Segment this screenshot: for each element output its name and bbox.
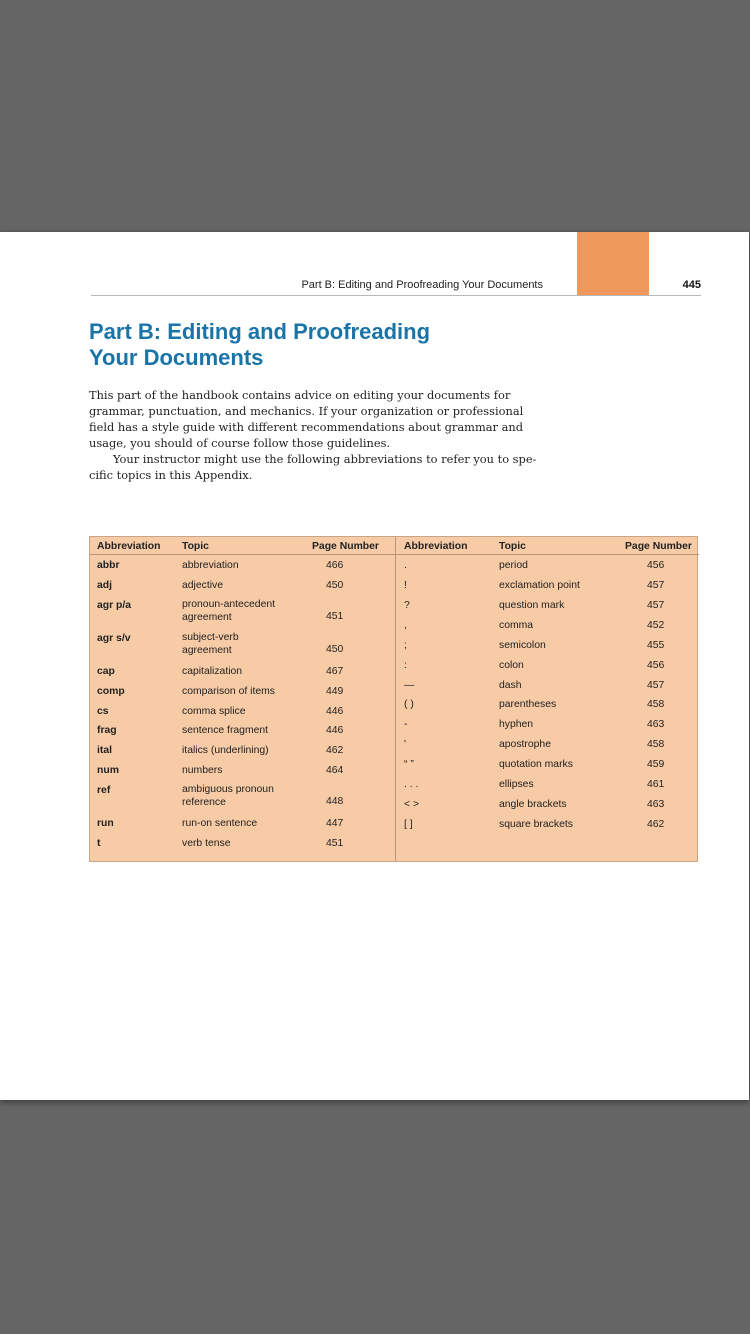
page-number-cell: 456 <box>647 560 665 571</box>
topic-cell: run-on sentence <box>182 818 258 829</box>
page-number-cell: 451 <box>326 611 344 622</box>
abbreviation-cell: cs <box>97 706 109 717</box>
header-rule <box>91 295 701 296</box>
abbreviation-cell: comp <box>97 686 125 697</box>
abbreviation-cell: adj <box>97 580 113 591</box>
header-abbreviation: Abbreviation <box>404 541 468 552</box>
abbreviation-cell: [ ] <box>404 819 413 830</box>
table-row <box>90 575 395 595</box>
page-number-cell: 446 <box>326 706 344 717</box>
table-row <box>90 720 395 740</box>
table-row <box>90 780 395 813</box>
abbreviation-cell: agr p/a <box>97 600 132 611</box>
page-number-cell: 446 <box>326 725 344 736</box>
table-right-half <box>396 537 699 834</box>
page-number-cell: 462 <box>647 819 665 830</box>
abbreviation-cell: ; <box>404 640 407 651</box>
table-left-half <box>90 537 395 853</box>
page-number-cell: 452 <box>647 620 665 631</box>
page-number-cell: 463 <box>647 799 665 810</box>
table-row <box>396 655 699 675</box>
table-row <box>396 754 699 774</box>
page-number-cell: 457 <box>647 600 665 611</box>
table-header <box>90 537 395 555</box>
topic-cell: abbreviation <box>182 560 239 571</box>
topic-cell: comma splice <box>182 706 246 717</box>
page-number-cell: 457 <box>647 580 665 591</box>
abbreviation-cell: , <box>404 620 407 631</box>
topic-cell: hyphen <box>499 719 534 730</box>
abbreviation-cell: t <box>97 838 101 849</box>
table-row <box>90 628 395 661</box>
abbreviation-cell: — <box>404 680 415 691</box>
page-number-cell: 451 <box>326 838 344 849</box>
table-row <box>396 675 699 694</box>
topic-cell: pronoun-antecedent agreement <box>182 599 276 623</box>
page-number-cell: 461 <box>647 779 665 790</box>
abbreviation-cell: . <box>404 560 407 571</box>
header-topic: Topic <box>499 541 526 552</box>
abbreviation-cell: num <box>97 765 119 776</box>
abbreviation-cell: ' <box>404 739 406 750</box>
intro-text <box>89 387 549 483</box>
topic-cell: square brackets <box>499 819 573 830</box>
topic-cell: period <box>499 560 528 571</box>
table-row <box>90 555 395 575</box>
abbreviation-cell: abbr <box>97 560 120 571</box>
page-number-cell: 456 <box>647 660 665 671</box>
header-abbreviation: Abbreviation <box>97 541 161 552</box>
topic-cell: subject-verb agreement <box>182 632 239 656</box>
table-row <box>90 760 395 780</box>
page-number-cell: 450 <box>326 644 344 655</box>
book-page <box>0 232 749 1100</box>
table-row <box>396 774 699 794</box>
page-number-cell: 459 <box>647 759 665 770</box>
abbreviation-cell: ( ) <box>404 699 414 710</box>
page-number-cell: 466 <box>326 560 344 571</box>
header-page-number: Page Number <box>312 541 379 552</box>
abbreviation-cell: : <box>404 660 407 671</box>
abbreviation-cell: agr s/v <box>97 633 131 644</box>
page-title-line-2: Your Documents <box>89 345 264 370</box>
abbreviation-cell: frag <box>97 725 117 736</box>
intro-paragraph-2: Your instructor might use the following abbreviations to refer you to spe- cific topics in this Appendix. <box>89 452 537 482</box>
page-title <box>89 319 430 371</box>
intro-paragraph-1: This part of the handbook contains advice on editing your documents for grammar, punctuation, and mechanics. If your organization or professional field has a style guide with different recommendations about grammar and usage, you should of course follow those guidelines. <box>89 388 524 450</box>
abbreviation-cell: ref <box>97 785 111 796</box>
topic-cell: numbers <box>182 765 223 776</box>
abbreviation-cell: ! <box>404 580 407 591</box>
topic-cell: question mark <box>499 600 565 611</box>
topic-cell: semicolon <box>499 640 546 651</box>
page-number-cell: 450 <box>326 580 344 591</box>
abbreviations-table <box>89 536 698 862</box>
table-row <box>396 615 699 635</box>
table-row <box>90 813 395 833</box>
table-row <box>396 694 699 714</box>
chapter-tab <box>577 232 649 295</box>
topic-cell: comma <box>499 620 534 631</box>
table-row <box>396 575 699 595</box>
topic-cell: italics (underlining) <box>182 745 269 756</box>
header-topic: Topic <box>182 541 209 552</box>
table-row <box>90 701 395 720</box>
table-row <box>90 833 395 853</box>
page-number-cell: 463 <box>647 719 665 730</box>
topic-cell: ambiguous pronoun reference <box>182 784 274 808</box>
abbreviation-cell: “ ” <box>404 759 414 770</box>
page-number-cell: 458 <box>647 739 665 750</box>
abbreviation-cell: < > <box>404 799 420 810</box>
topic-cell: apostrophe <box>499 739 551 750</box>
topic-cell: verb tense <box>182 838 231 849</box>
topic-cell: capitalization <box>182 666 243 677</box>
table-row <box>396 714 699 734</box>
page-title-line-1: Part B: Editing and Proofreading <box>89 319 431 344</box>
page-number-cell: 447 <box>326 818 344 829</box>
table-right-rows <box>396 555 699 834</box>
page-number-cell: 449 <box>326 686 344 697</box>
page-number-cell: 464 <box>326 765 344 776</box>
abbreviation-cell: ital <box>97 745 113 756</box>
table-left-rows <box>90 555 395 853</box>
table-row <box>90 740 395 760</box>
table-row <box>90 595 395 628</box>
table-header <box>396 537 699 555</box>
header-page-number: Page Number <box>625 541 692 552</box>
topic-cell: sentence fragment <box>182 725 269 736</box>
abbreviation-cell: ? <box>404 600 410 611</box>
topic-cell: comparison of items <box>182 686 275 697</box>
topic-cell: ellipses <box>499 779 534 790</box>
page-number-cell: 462 <box>326 745 344 756</box>
page-number: 445 <box>682 279 701 291</box>
table-row <box>396 814 699 834</box>
topic-cell: quotation marks <box>499 759 573 770</box>
table-row <box>90 661 395 681</box>
page-number-cell: 457 <box>647 680 665 691</box>
abbreviation-cell: cap <box>97 666 115 677</box>
abbreviation-cell: run <box>97 818 114 829</box>
topic-cell: colon <box>499 660 524 671</box>
table-row <box>396 555 699 575</box>
page-number-cell: 448 <box>326 796 344 807</box>
table-row <box>90 681 395 701</box>
page-number-cell: 458 <box>647 699 665 710</box>
topic-cell: exclamation point <box>499 580 580 591</box>
table-row <box>396 595 699 615</box>
abbreviation-cell: - <box>404 719 408 730</box>
topic-cell: parentheses <box>499 699 557 710</box>
topic-cell: dash <box>499 680 522 691</box>
table-row <box>396 734 699 754</box>
abbreviation-cell: . . . <box>404 779 419 790</box>
table-row <box>396 794 699 814</box>
table-row <box>396 635 699 655</box>
topic-cell: adjective <box>182 580 224 591</box>
page-number-cell: 467 <box>326 666 344 677</box>
topic-cell: angle brackets <box>499 799 567 810</box>
page-number-cell: 455 <box>647 640 665 651</box>
running-head: Part B: Editing and Proofreading Your Documents <box>301 279 543 291</box>
